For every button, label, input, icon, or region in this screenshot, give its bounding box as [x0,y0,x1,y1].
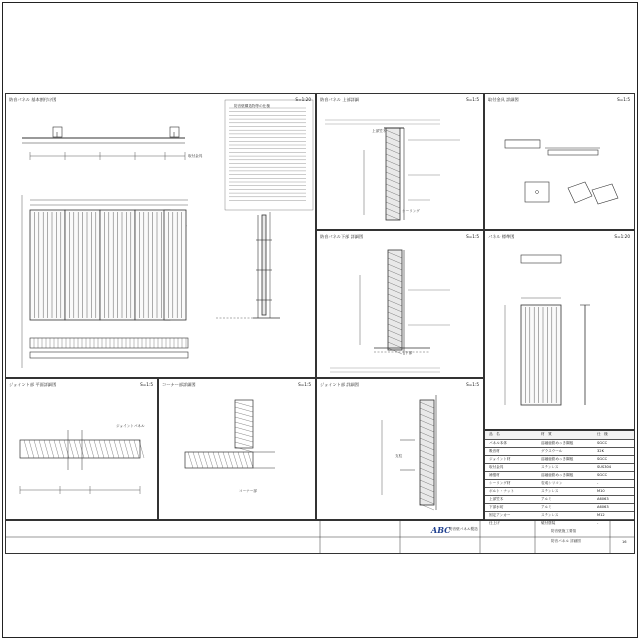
drawing-title-2: 防音パネル 詳細図 [551,539,581,543]
spec-material: アルミ [541,497,552,501]
panel-scale: S=1:20 [295,97,311,102]
spec-material: アルミ [541,505,552,509]
spec-spec: - [597,481,599,485]
spec-name: シーリング材 [489,481,511,485]
spec-name: ボルト・ナット [489,489,515,493]
panel-scale: S=1:5 [466,97,479,102]
bracket-outline [548,150,598,155]
drawing-title-1: 防音壁施工要領 [551,529,577,533]
panel-title: ジョイント部 平面詳細図 [9,382,57,387]
panel-title: 取付金具 詳細図 [488,97,519,102]
spec-material: ステンレス [541,513,559,517]
spec-spec: A6063 [597,505,609,509]
spec-material: 溶融亜鉛めっき鋼板 [541,473,574,477]
joint-plan-section [20,440,140,458]
panel-scale: S=1:5 [140,382,153,387]
spec-spec: M12 [597,513,605,517]
spec-spec: SGCC [597,457,608,461]
panel-scale: S=1:5 [298,382,311,387]
panel-title: 防音パネル 基本割付け図 [9,97,57,102]
sheet-number: 16 [622,540,627,544]
label-joint: ジョイントパネル [116,424,145,428]
panel-title: ジョイント部 詳細図 [320,382,359,387]
spec-name: 補強材 [489,473,500,477]
panel-title: パネル 標準図 [488,234,515,239]
spec-name: ジョイント材 [489,457,511,461]
spec-material: 溶融亜鉛めっき鋼板 [541,457,574,461]
panel-scale: S=1:5 [617,97,630,102]
bracket-plate [525,182,549,202]
spec-name: 取付金具 [489,465,504,469]
corner-post [235,400,253,448]
panel-section [386,128,400,220]
label-hat: 上部笠木 [372,129,387,133]
spec-spec: SGCC [597,473,608,477]
spec-material: 焼付塗装 [541,521,556,525]
bracket-iso [592,184,618,204]
spec-material: ステンレス [541,465,559,469]
spec-spec: A6063 [597,497,609,501]
standard-panel [521,305,561,405]
company-logo: ABC [431,525,451,535]
joint-strip [30,338,188,348]
spec-name: 仕上げ [489,521,500,525]
spec-material: グラスウール [541,449,563,453]
spec-material: ステンレス [541,489,559,493]
bracket-symbol [53,127,62,137]
panel-title: コーナー部詳細図 [162,382,196,387]
notes-box [225,100,313,210]
panel-title: 防音パネル下部 詳細図 [320,234,364,239]
company-sub: 防音壁パネル製造 [449,527,478,531]
label-bottom: 下部 [405,351,413,355]
spec-name: 上部笠木 [489,497,504,501]
label-post: 支柱 [395,454,403,458]
panel-top-view [521,255,561,263]
spec-col-spec: 仕 様 [597,432,608,436]
spec-spec: - [597,521,599,525]
corner-panel [185,452,253,468]
bracket-iso [568,182,592,203]
panel-elevation [164,210,186,320]
panel-scale: S=1:20 [614,234,630,239]
notes-title: 防音壁構造物等の仕様 [234,104,270,108]
panel-title: 防音パネル 上部詳細 [320,97,360,102]
spec-material: 溶融亜鉛めっき鋼板 [541,441,574,445]
panel-scale: S=1:5 [466,234,479,239]
spec-name: 下部水切 [489,505,504,509]
spec-col-name: 品 名 [489,432,500,436]
spec-spec: SUS304 [597,465,612,469]
spec-name: パネル本体 [489,441,507,445]
spec-spec: SGCC [597,441,608,445]
spec-spec: M10 [597,489,605,493]
joint-strip [30,352,188,358]
spec-col-material: 材 質 [541,432,552,436]
bracket-outline [505,140,540,148]
spec-name: 固定アンカー [489,513,511,517]
spec-name: 吸音材 [489,449,500,453]
spec-material: 変成シリコン [541,481,563,485]
spec-spec: 32K [597,449,604,453]
label-corner: コーナー部 [239,489,257,493]
panel-scale: S=1:5 [466,382,479,387]
bracket-symbol [170,127,179,137]
panel-section [420,400,434,505]
label-sealant: シーリング [402,209,420,213]
label-bracket: 取付金具 [188,154,203,158]
